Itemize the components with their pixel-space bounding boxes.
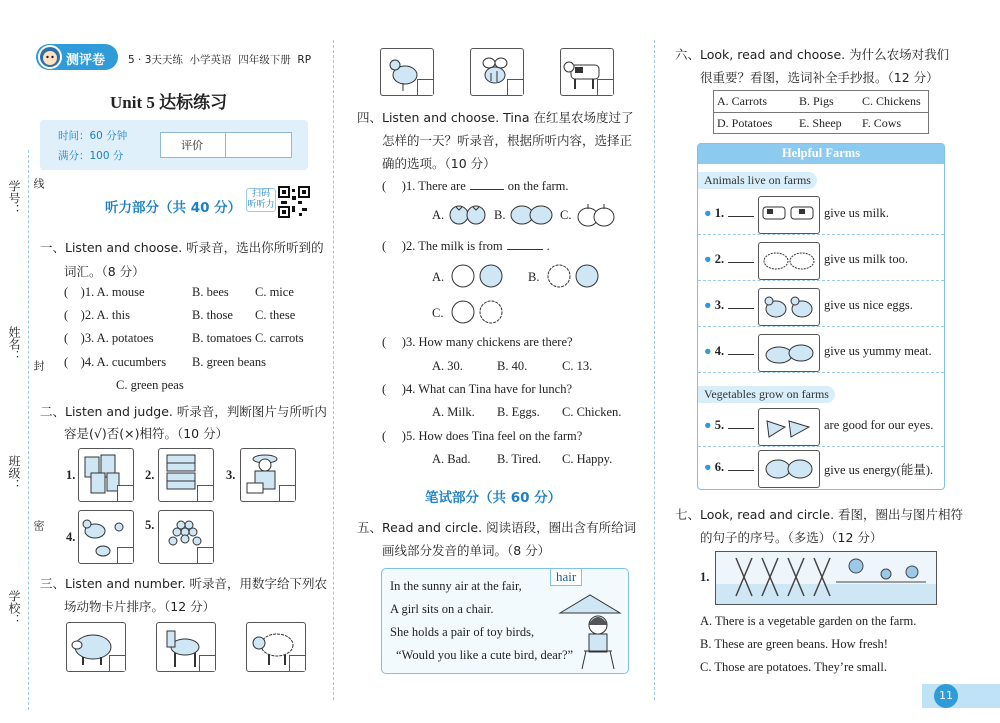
q3-instruction-1: 三、Listen and number. 听录音，用数字给下列农 [40, 576, 328, 591]
potatoes-icon [510, 204, 554, 226]
q1-item-2-b: B. those [192, 308, 233, 322]
blank-line[interactable] [728, 428, 754, 429]
page-number: 11 [934, 684, 958, 708]
row-text: give us nice eggs. [824, 298, 913, 312]
answer-paren[interactable]: ( [382, 239, 402, 253]
q3-answer-box-1[interactable] [109, 655, 125, 671]
q4-item-1-text-end: on the farm. [507, 179, 569, 193]
binding-school-label: 学校： [7, 590, 21, 626]
q3-card-cow [560, 48, 614, 96]
cows-picture [758, 196, 820, 234]
poster-row-1: ● 1. give us milk. [698, 194, 944, 235]
q6-instruction-2: 很重要？看图，选词补全手抄报。（12 分） [700, 70, 939, 85]
q1-item-4 [64, 355, 266, 370]
q4-item-1-text: )1. There are [401, 179, 466, 193]
q1-item-1-a: )1. A. mouse [80, 285, 145, 299]
q6-word-bank [713, 90, 929, 134]
blank-line[interactable] [728, 470, 754, 471]
pigs-icon [759, 335, 819, 371]
row-number: 2. [714, 252, 725, 266]
q5-line-2: A girl sits on a chair. [390, 602, 494, 616]
q2-answer-box-1[interactable] [117, 485, 133, 501]
q5-line-4: “Would you like a cute bird, dear?” [396, 648, 574, 662]
q7-instruction-1: 七、Look, read and circle. 看图，圈出与图片相符 [675, 507, 964, 522]
animals-tag: Animals live on farms [698, 172, 817, 189]
q1-item-1-c: C. mice [255, 285, 294, 299]
q3-answer-box-2[interactable] [199, 655, 215, 671]
q4-item-3-text: )3. How many chickens are there? [401, 335, 573, 349]
q1-instruction-1: 一、Listen and choose. 听录音，选出你所听到的 [40, 240, 324, 255]
q2-answer-box-5[interactable] [197, 547, 213, 563]
cow-sheep-faces-icon [450, 298, 506, 326]
carrots-icon [759, 409, 819, 445]
answer-paren[interactable]: ( [382, 382, 402, 396]
q1-item-4-c: C. green peas [116, 378, 184, 392]
option-e: E. Sheep [799, 116, 842, 130]
q7-option-a[interactable]: A. There is a vegetable garden on the farm. [700, 614, 917, 628]
header-info: 5 · 3天天练 小学英语 四年级下册 RP [128, 54, 312, 66]
row-number: 3. [714, 298, 725, 312]
cow-goat-faces-icon [450, 262, 506, 290]
q1-item-4-b: B. green beans [192, 355, 266, 369]
q2-answer-box-2[interactable] [197, 485, 213, 501]
option-b: B. Pigs [799, 94, 834, 108]
q2-answer-box-4[interactable] [117, 547, 133, 563]
q4-2-option-c: C. [432, 306, 444, 320]
q2-label-2: 2. [145, 468, 155, 482]
option-a: A. Carrots [717, 94, 767, 108]
q1-item-1 [64, 285, 294, 300]
written-section-title: 笔试部分（共 60 分） [425, 490, 562, 506]
eval-box [160, 132, 292, 158]
q3-instruction-2: 场动物卡片排序。（12 分） [64, 599, 216, 614]
binding-seal: 封 [32, 360, 45, 371]
q4-item-3 [382, 335, 573, 350]
cows-icon [759, 197, 819, 233]
helpful-farms-poster [697, 143, 945, 490]
time-score-box [40, 120, 308, 170]
q3-card-horse [156, 622, 216, 672]
blank-line[interactable] [728, 308, 754, 309]
q4-3-option-c: C. 13. [562, 359, 593, 373]
q2-answer-box-3[interactable] [279, 485, 295, 501]
q1-item-3-a: )3. A. potatoes [80, 331, 154, 345]
page-title: Unit 5 达标练习 [110, 93, 228, 112]
q1-item-1-b: B. bees [192, 285, 229, 299]
q6-instruction-1: 六、Look, read and choose. 为什么农场对我们 [675, 47, 950, 62]
answer-paren[interactable]: ( [64, 355, 81, 369]
q5-instruction-1: 五、Read and circle. 阅读语段，圈出含有所给词 [357, 520, 637, 535]
q4-1-option-a: A. [432, 208, 445, 222]
poster-title: Helpful Farms [781, 146, 861, 160]
q1-item-3-b: B. tomatoes [192, 331, 252, 345]
q3-card-bee [470, 48, 524, 96]
q4-4-option-b: B. Eggs. [497, 405, 540, 419]
blank-line[interactable] [728, 262, 754, 263]
poster-row-5: ● 5. are good for our eyes. [698, 406, 944, 447]
q2-label-4: 4. [66, 530, 76, 544]
q4-item-4-text: )4. What can Tina have for lunch? [401, 382, 573, 396]
blank-line[interactable] [728, 216, 754, 217]
sheep-goat-faces-icon [546, 262, 602, 290]
tomatoes-icon [448, 202, 488, 226]
q2-label-3: 3. [226, 468, 236, 482]
poster-row-6: ● 6. give us energy(能量). [698, 448, 944, 488]
answer-paren[interactable]: ( [64, 308, 81, 322]
q4-4-option-a: A. Milk. [432, 405, 475, 419]
q7-option-b[interactable]: B. These are green beans. How fresh! [700, 637, 888, 651]
q2-label-5: 5. [145, 518, 155, 532]
binding-number-label: 学号： [7, 180, 21, 216]
q4-4-option-c: C. Chicken. [562, 405, 622, 419]
pigs-picture [758, 334, 820, 372]
q2-instruction-1: 二、Listen and judge. 听录音，判断图片与所听内 [40, 404, 327, 419]
row-text: give us milk. [824, 206, 889, 220]
q3-card-pig [66, 622, 126, 672]
answer-paren[interactable]: ( [382, 429, 402, 443]
q1-item-3-c: C. carrots [255, 331, 304, 345]
blank-line[interactable] [728, 354, 754, 355]
q4-item-4 [382, 382, 572, 397]
poster-row-3: ● 3. give us nice eggs. [698, 286, 944, 327]
q1-item-2 [64, 308, 296, 323]
eval-label: 评价 [181, 139, 203, 152]
q4-2-option-a: A. [432, 270, 445, 284]
q2-instruction-2: 容是(√)否(×)相符。（10 分） [64, 426, 229, 441]
q7-option-c[interactable]: C. Those are potatoes. They’re small. [700, 660, 887, 674]
q2-picture-2 [158, 448, 214, 502]
option-d: D. Potatoes [717, 116, 773, 130]
q1-item-3 [64, 331, 304, 346]
q7-number: 1. [700, 570, 710, 584]
q4-5-option-c: C. Happy. [562, 452, 613, 466]
option-c: C. Chickens [862, 94, 921, 108]
q5-instruction-2: 画线部分发音的单词。（8 分） [382, 543, 551, 558]
q4-1-option-c: C. [560, 208, 572, 222]
row-text: give us yummy meat. [824, 344, 932, 358]
q4-item-2-text: )2. The milk is from [401, 239, 503, 253]
q4-item-5 [382, 429, 582, 444]
q2-picture-4 [78, 510, 134, 564]
q3-card-sheep [246, 622, 306, 672]
row-number: 6. [714, 460, 725, 474]
q4-1-option-b: B. [494, 208, 506, 222]
q4-3-option-a: A. 30. [432, 359, 463, 373]
blank-line[interactable] [507, 249, 543, 250]
chickens-picture [758, 288, 820, 326]
q3-answer-box-3[interactable] [289, 655, 305, 671]
potatoes-picture [758, 450, 820, 488]
poster-row-4: ● 4. give us yummy meat. [698, 332, 944, 373]
sheep-icon [759, 243, 819, 279]
q3-answer-box-5[interactable] [507, 79, 523, 95]
q1-item-2-a: )2. A. this [80, 308, 130, 322]
binding-class-label: 班级： [7, 455, 21, 491]
binding-secret: 密 [32, 520, 45, 531]
q3-answer-box-4[interactable] [417, 79, 433, 95]
answer-paren[interactable]: ( [382, 179, 402, 193]
potatoes-icon [759, 451, 819, 487]
row-text: are good for our eyes. [824, 418, 934, 432]
q4-5-option-a: A. Bad. [432, 452, 471, 466]
row-number: 4. [714, 344, 725, 358]
mascot-icon [38, 45, 62, 69]
q4-item-2: ( )2. The milk is from . [382, 239, 550, 253]
qr-label: 扫码 听听力 [247, 189, 275, 210]
header-badge [36, 44, 118, 70]
option-f: F. Cows [862, 116, 902, 130]
binding-line: 线 [32, 178, 45, 189]
q5-reading-box [381, 568, 629, 674]
q2-picture-3 [240, 448, 296, 502]
q5-line-3: She holds a pair of toy birds, [390, 625, 535, 639]
blank-line[interactable] [470, 189, 504, 190]
q5-line-1: In the sunny air at the fair, [390, 579, 522, 593]
q1-item-2-c: C. these [255, 308, 296, 322]
qr-code-icon[interactable] [278, 186, 310, 218]
poster-banner [698, 144, 944, 164]
q4-item-1 [382, 179, 569, 194]
q4-item-5-text: )5. How does Tina feel on the farm? [401, 429, 583, 443]
q1-item-4-a: )4. A. cucumbers [80, 355, 167, 369]
time-label: 时间：60 分钟 [58, 130, 128, 142]
garlic-icon [576, 200, 616, 228]
q4-5-option-b: B. Tired. [497, 452, 542, 466]
q1-instruction-2: 词汇。（8 分） [64, 264, 145, 279]
q4-instruction-3: 确的选项。（10 分） [382, 156, 496, 171]
q3-card-chicken [380, 48, 434, 96]
q7-instruction-2: 的句子的序号。（多选）（12 分） [700, 530, 883, 545]
answer-paren[interactable]: ( [64, 285, 81, 299]
q2-picture-1 [78, 448, 134, 502]
q3-answer-box-6[interactable] [597, 79, 613, 95]
binding-name-label: 姓名： [7, 326, 21, 362]
q4-instruction-2: 怎样的一天？听录音，根据所听内容，选择正 [382, 133, 633, 148]
chickens-icon [759, 289, 819, 325]
answer-paren[interactable]: ( [382, 335, 402, 349]
garden-fence-icon [716, 552, 936, 604]
listening-section-title: 听力部分（共 40 分） [105, 200, 242, 216]
row-number: 5. [714, 418, 725, 432]
q4-instruction-1: 四、Listen and choose. Tina 在红星农场度过了 [357, 110, 634, 125]
q4-3-option-b: B. 40. [497, 359, 528, 373]
row-number: 1. [714, 206, 725, 220]
vegetables-tag: Vegetables grow on farms [698, 386, 835, 403]
q2-label-1: 1. [66, 468, 76, 482]
row-text: give us milk too. [824, 252, 909, 266]
q5-word-tag: hair [550, 569, 582, 586]
q2-picture-5 [158, 510, 214, 564]
girl-in-chair-icon [558, 591, 622, 671]
sheep-picture [758, 242, 820, 280]
score-label: 满分：100 分 [58, 150, 124, 162]
q4-2-option-b: B. [528, 270, 540, 284]
row-text: give us energy(能量). [824, 463, 934, 477]
carrots-picture [758, 408, 820, 446]
badge-label: 测评卷 [66, 53, 106, 68]
vegetable-garden-picture [715, 551, 937, 605]
answer-paren[interactable]: ( [64, 331, 81, 345]
poster-row-2: ● 2. give us milk too. [698, 240, 944, 281]
